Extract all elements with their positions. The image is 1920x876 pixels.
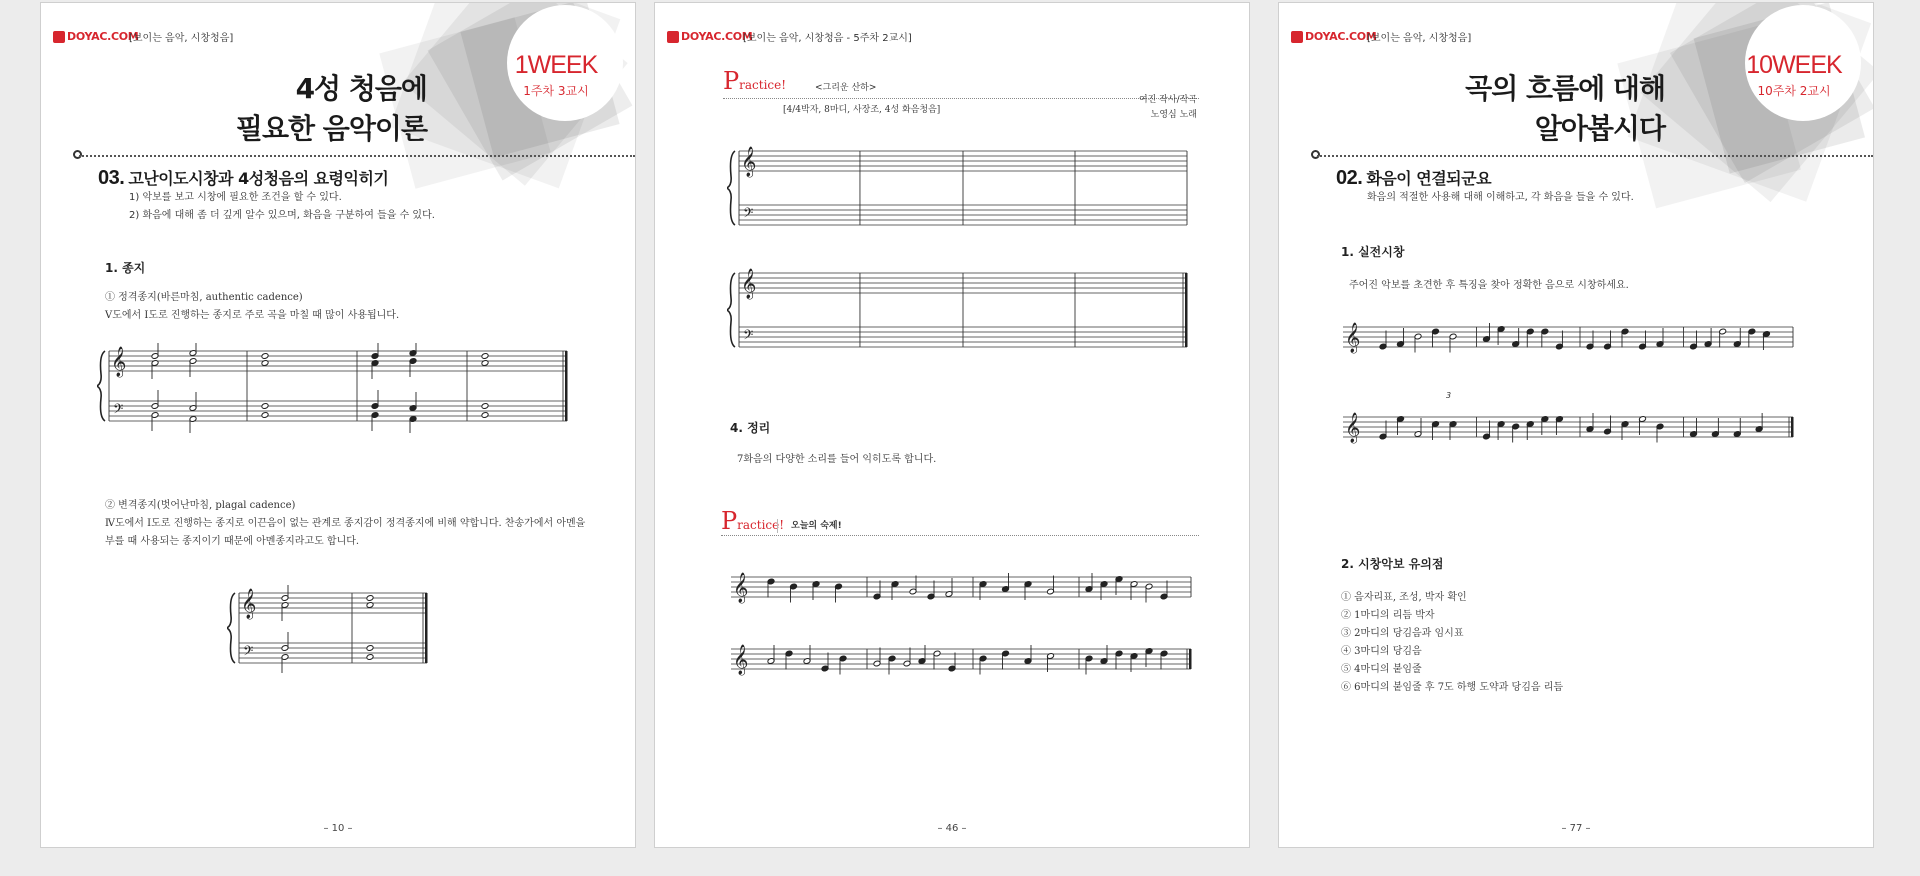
week-label: 10WEEK — [1746, 51, 1842, 79]
singer: 노영심 노래 — [1150, 110, 1197, 120]
page-title — [236, 69, 427, 149]
plagal-cadence-text-1: Ⅳ도에서 Ⅰ도로 진행하는 종지로 이끈음이 없는 관계로 종지감이 정격종지에 비해 약합니다. 찬송가에서 아멘을 — [105, 518, 586, 529]
treble-clef-icon: 𝄞 — [1345, 413, 1361, 443]
doyac-logo-icon — [53, 31, 65, 43]
doyac-logo-icon — [667, 31, 679, 43]
page-77 — [1278, 2, 1874, 848]
composer: 여진 작사/작곡 — [1138, 95, 1197, 105]
treble-clef-icon: 𝄞 — [241, 589, 257, 619]
sight-singing-melody-1 — [1339, 315, 1799, 355]
heading-summary: 4. 정리 — [730, 421, 771, 435]
session-label: 1주차 3교시 — [523, 84, 589, 98]
heading-cadence: 1. 종지 — [105, 261, 146, 275]
point-2: ② 1마디의 리듬 박자 — [1341, 610, 1435, 621]
authentic-cadence-text: Ⅴ도에서 Ⅰ도로 진행하는 종지로 주로 곡을 마칠 때 많이 사용됩니다. — [105, 310, 400, 321]
goal-1: 1) 악보를 보고 시창에 필요한 조건을 할 수 있다. — [129, 192, 342, 203]
practice-label — [723, 67, 786, 95]
goal-2: 2) 화음에 대해 좀 더 깊게 알수 있으며, 화음을 구분하여 들을 수 있다. — [129, 210, 435, 221]
practice-initial: P — [723, 67, 740, 95]
treble-clef-icon: 𝄞 — [741, 147, 757, 177]
practice-initial: P — [721, 507, 738, 535]
doyac-logo — [667, 30, 752, 43]
point-5: ⑤ 4마디의 붙임줄 — [1341, 664, 1422, 675]
song-title: <그리운 산하> — [815, 83, 877, 93]
week-badge — [501, 51, 611, 99]
summary-text: 7화음의 다양한 소리를 들어 익히도록 합니다. — [737, 454, 937, 465]
sight-singing-melody-2 — [1339, 405, 1799, 445]
section-number: 02. — [1336, 167, 1363, 189]
series-label: [보이는 음악, 시창청음 - 5주차 2교시] — [743, 33, 912, 44]
homework-melody-2 — [727, 637, 1197, 677]
point-3: ③ 2마디의 당김음과 임시표 — [1341, 628, 1464, 639]
homework-label: 오늘의 숙제! — [791, 521, 842, 531]
title-line-2: 필요한 음악이론 — [235, 112, 427, 145]
point-1: ① 음자리표, 조성, 박자 확인 — [1341, 592, 1467, 603]
heading-sight-singing: 1. 실전시창 — [1341, 245, 1405, 259]
instruction-text: 주어진 악보를 초견한 후 특징을 찾아 정확한 음으로 시창하세요. — [1349, 280, 1629, 291]
treble-clef-icon: 𝄞 — [1345, 323, 1361, 353]
page-title — [1465, 69, 1665, 149]
page-46 — [654, 2, 1250, 848]
bass-clef-icon: 𝄢 — [113, 401, 124, 420]
homework-rule — [721, 535, 1199, 536]
empty-score-system-1 — [727, 143, 1197, 233]
title-line-1: 4성 청음에 — [295, 72, 427, 105]
bass-clef-icon: 𝄢 — [243, 643, 254, 662]
song-info: [4/4박자, 8마디, 사장조, 4성 화음청음] — [783, 105, 941, 115]
logo-text: DOYAC.COM — [1305, 30, 1377, 43]
week-label: 1WEEK — [514, 51, 598, 79]
plagal-cadence-score — [227, 585, 437, 675]
dotted-rule — [1317, 155, 1873, 157]
section-title-text: 화음이 연결되군요 — [1366, 169, 1492, 188]
logo-text: DOYAC.COM — [681, 30, 753, 43]
point-6: ⑥ 6마디의 붙임줄 후 7도 하행 도약과 당김음 리듬 — [1341, 682, 1564, 693]
practice-divider — [777, 519, 778, 533]
series-label: [보이는 음악, 시창청음] — [129, 33, 234, 44]
plagal-cadence-title: ② 변격종지(벗어난마침, plagal cadence) — [105, 500, 296, 511]
session-label: 10주차 2교시 — [1757, 84, 1831, 98]
plagal-cadence-text-2: 부를 때 사용되는 종지이기 때문에 아멘종지라고도 합니다. — [105, 536, 360, 547]
section-title-text: 고난이도시창과 4성청음의 요령익히기 — [128, 169, 389, 188]
authentic-cadence-score — [97, 343, 577, 433]
doyac-logo — [53, 30, 138, 43]
week-badge — [1739, 51, 1849, 99]
page-number: – 77 – — [1561, 823, 1591, 834]
title-line-1: 곡의 흐름에 대해 — [1465, 72, 1665, 105]
treble-clef-icon: 𝄞 — [733, 645, 749, 675]
treble-clef-icon: 𝄞 — [111, 347, 127, 377]
practice-rule — [723, 98, 1199, 99]
page-number: – 46 – — [937, 823, 967, 834]
section-title — [98, 166, 388, 190]
practice-text: ractice! — [739, 78, 787, 92]
page-10 — [40, 2, 636, 848]
treble-clef-icon: 𝄞 — [741, 269, 757, 299]
page-number: – 10 – — [323, 823, 353, 834]
goal: 화음의 적절한 사용해 대해 이해하고, 각 화음을 들을 수 있다. — [1367, 192, 1634, 203]
section-number: 03. — [98, 167, 125, 189]
triplet-mark: 3 — [1446, 391, 1452, 400]
series-label: [보이는 음악, 시창청음] — [1367, 33, 1472, 44]
bass-clef-icon: 𝄢 — [743, 205, 754, 224]
homework-melody-1 — [727, 565, 1197, 605]
practice-label-2 — [721, 507, 784, 535]
title-line-2: 알아봅시다 — [1534, 112, 1665, 145]
bass-clef-icon: 𝄢 — [743, 327, 754, 346]
treble-clef-icon: 𝄞 — [733, 573, 749, 603]
dotted-rule — [79, 155, 635, 157]
heading-notes: 2. 시창악보 유의점 — [1341, 557, 1444, 571]
doyac-logo — [1291, 30, 1376, 43]
logo-text: DOYAC.COM — [67, 30, 139, 43]
practice-text: ractice! — [737, 518, 785, 532]
empty-score-system-2 — [727, 265, 1197, 355]
authentic-cadence-title: ① 정격종지(바른마침, authentic cadence) — [105, 292, 303, 303]
section-title — [1336, 166, 1491, 190]
point-4: ④ 3마디의 당김음 — [1341, 646, 1422, 657]
doyac-logo-icon — [1291, 31, 1303, 43]
